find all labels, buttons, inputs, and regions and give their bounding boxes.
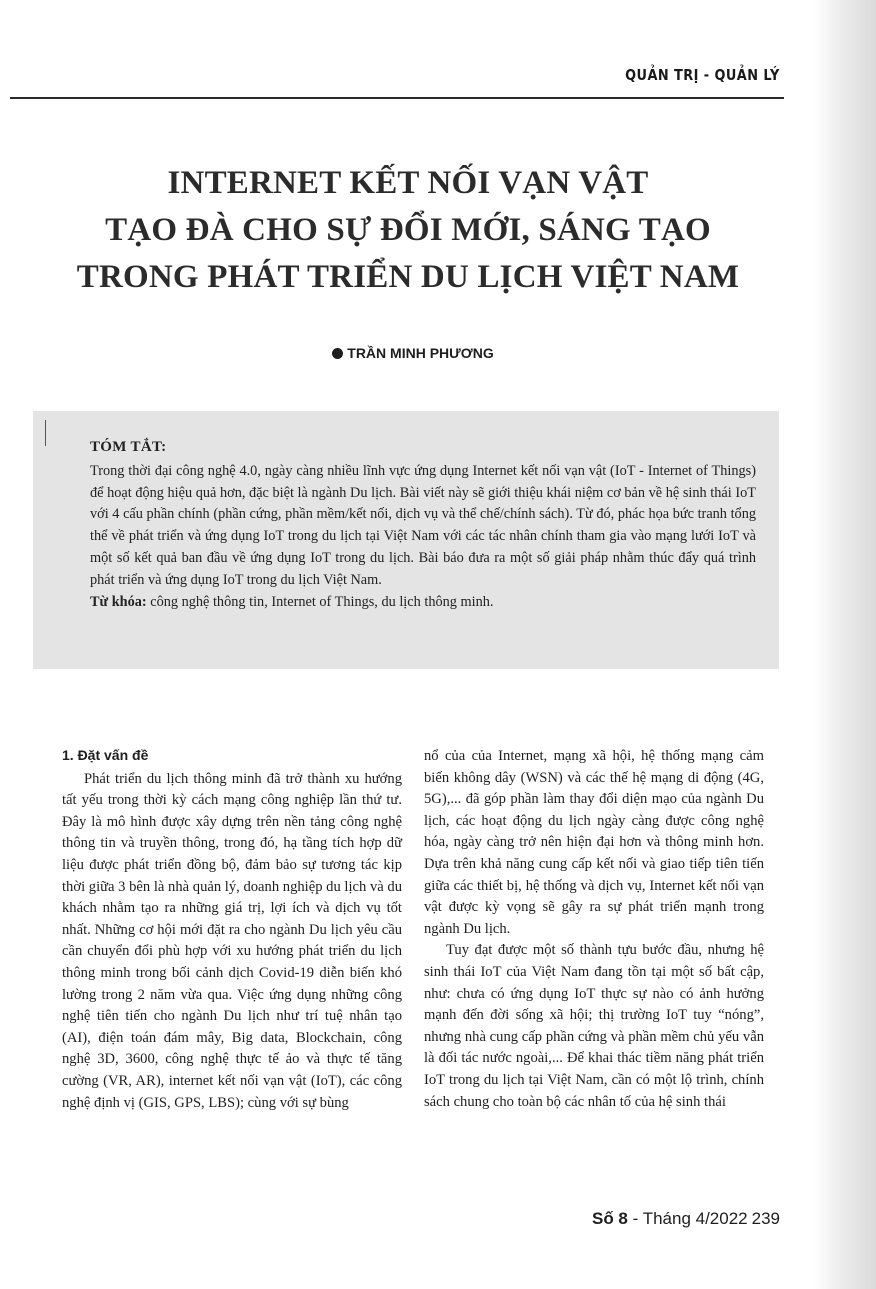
abstract-heading: TÓM TẮT: <box>90 439 167 455</box>
section-1-heading: 1. Đặt vấn đề <box>62 747 149 763</box>
section-header: QUẢN TRỊ - QUẢN LÝ <box>625 66 780 84</box>
abstract <box>90 437 756 613</box>
author-line <box>0 345 826 361</box>
paragraph: Phát triển du lịch thông minh đã trở thành xu hướng tất yếu trong thời kỳ cách mạng công nghiệp lần thứ tư. Đây là mô hình được xây dựng trên nền tảng công nghệ thông tin và truyền thông, trong đó, hạ tầng tích hợp dữ liệu được phát triển đồng bộ, đảm bảo sự tương tác kịp thời giữa 3 bên là nhà quản lý, doanh nghiệp du lịch và du khách nhằm tạo ra những giá trị, lợi ích và dịch vụ tốt nhất. Những cơ hội mới đặt ra cho ngành Du lịch yêu cầu cần chuyển đổi phù hợp với xu hướng phát triển du lịch thông minh trong bối cảnh dịch Covid-19 diễn biến khó lường trong 2 năm vừa qua. Việc ứng dụng những công nghệ tiên tiến cho ngành Du lịch như trí tuệ nhân tạo (AI), điện toán đám mây, Big data, Blockchain, công nghệ 3D, 3600, công nghệ thực tế ảo và thực tế tăng cường (VR, AR), internet kết nối vạn vật (IoT), các công nghệ định vị (GIS, GPS, LBS); cùng với sự bùng <box>62 770 402 1111</box>
right-column <box>424 746 764 1113</box>
article-title <box>40 160 776 301</box>
abstract-body: Trong thời đại công nghệ 4.0, ngày càng nhiều lĩnh vực ứng dụng Internet kết nối vạn vật (IoT - Internet of Things) để hoạt động hiệu quả hơn, đặc biệt là ngành Du lịch. Bài viết này sẽ giới thiệu khái niệm cơ bản về hệ sinh thái IoT với 4 cấu phần chính (phần cứng, phần mềm/kết nối, dịch vụ và thể chế/chính sách). Từ đó, phác họa bức tranh tổng thể về phát triển và ứng dụng IoT trong du lịch tại Việt Nam với các tác nhân chính tham gia vào mạng lưới IoT và một số kết quả ban đầu về ứng dụng IoT trong du lịch. Bài báo đưa ra một số giải pháp nhằm thúc đẩy quá trình phát triển và ứng dụng IoT trong du lịch Việt Nam. <box>90 462 756 588</box>
author-name: TRẦN MINH PHƯƠNG <box>347 345 494 361</box>
header-rule <box>10 97 784 99</box>
title-line-2: TẠO ĐÀ CHO SỰ ĐỔI MỚI, SÁNG TẠO <box>105 212 711 248</box>
title-line-1: INTERNET KẾT NỐI VẠN VẬT <box>167 165 649 201</box>
left-column <box>62 745 402 1114</box>
keywords <box>90 592 756 614</box>
paragraph: nổ của của Internet, mạng xã hội, hệ thống mạng cảm biến không dây (WSN) và các thế hệ mạng di động (4G, 5G),... đã góp phần làm thay đổi diện mạo của ngành Du lịch, các hoạt động du lịch ngày càng được công nghệ hóa, ngày càng trở nên hiện đại hơn và thông minh hơn. Dựa trên khả năng cung cấp kết nối và giao tiếp tiên tiến giữa các thiết bị, hệ thống và dịch vụ, Internet kết nối vạn vật được kỳ vọng sẽ gây ra sự phát triển mạnh trong ngành Du lịch. <box>424 748 764 937</box>
page-edge-shadow <box>814 0 876 1289</box>
title-line-3: TRONG PHÁT TRIỂN DU LỊCH VIỆT NAM <box>76 259 740 295</box>
issue-date: - Tháng 4/2022 <box>627 1209 748 1228</box>
keywords-text: công nghệ thông tin, Internet of Things, du lịch thông minh. <box>146 593 494 610</box>
keywords-label: Từ khóa: <box>90 593 147 610</box>
page-number: 239 <box>751 1209 780 1228</box>
issue-number: Số 8 <box>591 1209 628 1228</box>
abstract-margin-mark <box>45 420 46 446</box>
page-footer <box>592 1209 780 1229</box>
paragraph: Tuy đạt được một số thành tựu bước đầu, nhưng hệ sinh thái IoT của Việt Nam đang tồn tại một số bất cập, như: chưa có ứng dụng IoT thực sự nào có ảnh hưởng mạnh đến đời sống xã hội; thị trường IoT tuy “nóng”, nhưng nhà cung cấp phần cứng và phần mềm chủ yếu vẫn là đối tác nước ngoài,... Để khai thác tiềm năng phát triển IoT trong du lịch tại Việt Nam, cần có một lộ trình, chính sách chung cho toàn bộ các nhân tố của hệ sinh thái <box>424 942 764 1110</box>
bullet-dot-icon <box>332 348 343 359</box>
